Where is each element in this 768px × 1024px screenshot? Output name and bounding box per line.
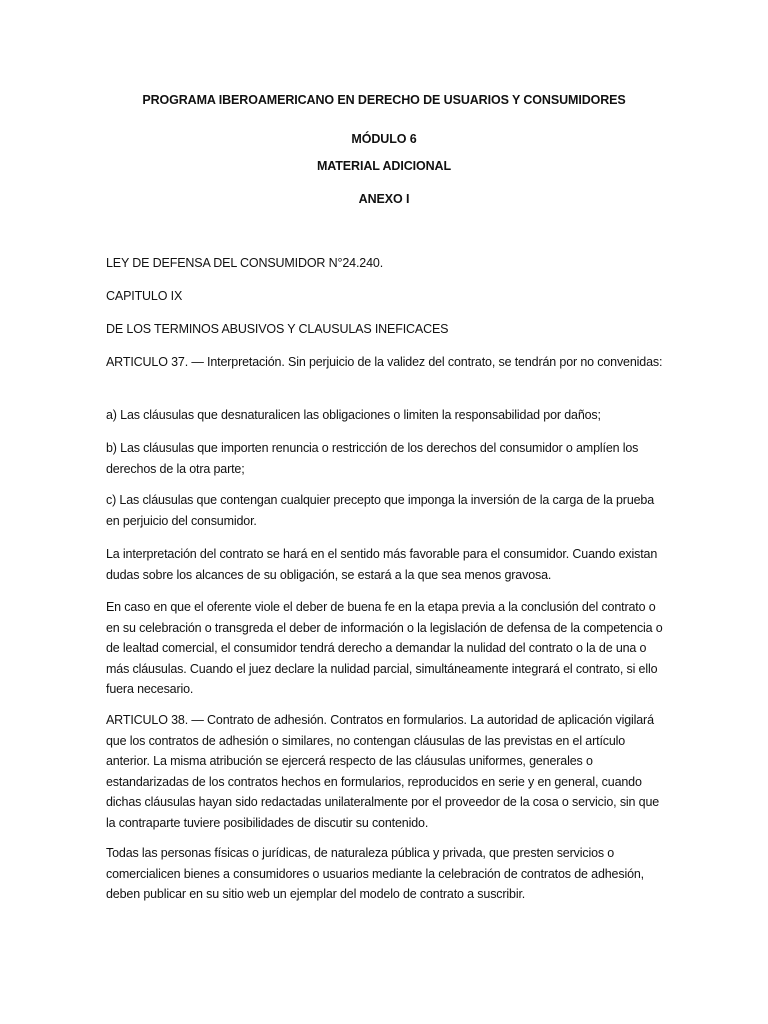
publication-paragraph: Todas las personas físicas o jurídicas, de naturaleza pública y privada, que presten servicios o comercialicen bienes a consumidores o usuarios mediante la celebración de contratos de adhesión, deben publicar en su sitio web un ejemplar del modelo de contrato a suscribir. <box>106 846 645 901</box>
annex-heading: ANEXO I <box>358 192 410 206</box>
chapter-title: DE LOS TERMINOS ABUSIVOS Y CLAUSULAS INEFICACES <box>106 322 449 336</box>
module-heading: MÓDULO 6 <box>351 132 417 146</box>
nullity-paragraph: En caso en que el oferente viole el deber de buena fe en la etapa previa a la conclusión del contrato o en su celebración o transgreda el deber de información o la legislación de defensa de la competencia o de lealtad comercial, el consumidor tendrá derecho a demandar la nulidad del contrato o la de una o más cláusulas. Cuando el juez declare la nulidad parcial, simultáneamente integrará el contrato, si ello fuera necesario. <box>106 600 663 696</box>
law-title: LEY DE DEFENSA DEL CONSUMIDOR N°24.240. <box>106 256 384 270</box>
program-heading: PROGRAMA IBEROAMERICANO EN DERECHO DE USUARIOS Y CONSUMIDORES <box>142 93 626 107</box>
clause-c: c) Las cláusulas que contengan cualquier precepto que imponga la inversión de la carga de la prueba en perjuicio del consumidor. <box>106 493 655 528</box>
article-38-paragraph: ARTICULO 38. — Contrato de adhesión. Contratos en formularios. La autoridad de aplicación vigilará que los contratos de adhesión o similares, no contengan cláusulas de las previstas en el artículo anterior. La misma atribución se ejercerá respecto de las cláusulas uniformes, generales o estandarizadas de los contratos hechos en formularios, reproducidos en serie y en general, cuando dichas cláusulas hayan sido redactadas unilateralmente por el proveedor de la cosa o servicio, sin que la contraparte tuviere posibilidades de discutir su contenido. <box>106 713 660 830</box>
interpretation-paragraph: La interpretación del contrato se hará en el sentido más favorable para el consumidor. Cuando existan dudas sobre los alcances de su obligación, se estará a la que sea menos gravosa. <box>106 547 658 582</box>
chapter-label: CAPITULO IX <box>106 289 183 303</box>
material-heading: MATERIAL ADICIONAL <box>316 159 452 173</box>
article-37-intro: ARTICULO 37. — Interpretación. Sin perjuicio de la validez del contrato, se tendrán por no convenidas: <box>106 355 663 369</box>
clause-b: b) Las cláusulas que importen renuncia o restricción de los derechos del consumidor o amplíen los derechos de la otra parte; <box>106 441 639 476</box>
clause-a: a) Las cláusulas que desnaturalicen las obligaciones o limiten la responsabilidad por daños; <box>106 408 601 422</box>
